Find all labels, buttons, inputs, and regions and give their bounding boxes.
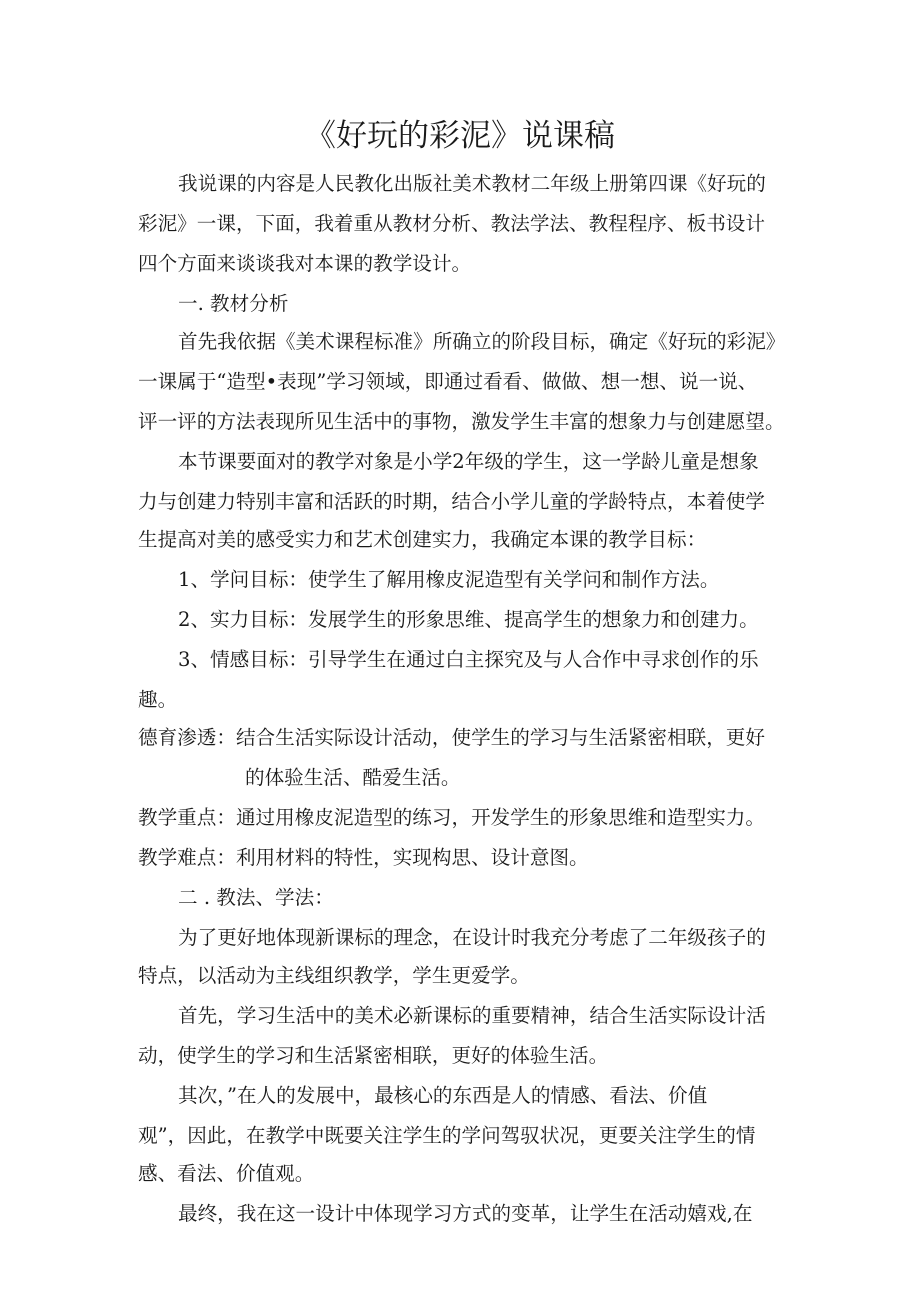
section-heading: 二 . 教法、学法： (178, 886, 334, 909)
goal-item: 3、情感目标：引导学生在通过白主探究及与人合作中寻求创作的乐 (178, 648, 759, 671)
text-line: 首先我依据《美术课程标准》所确立的阶段目标，确定《好玩的彩泥》 (178, 330, 786, 353)
text-line: 我说课的内容是人民教化出版社美术教材二年级上册第四课《好玩的 (178, 172, 766, 195)
text-line: 教学难点：利用材料的特性，实现构思、设计意图。 (138, 846, 589, 869)
text-line: 感、看法、价值观。 (138, 1162, 315, 1185)
text-line: 一课属于“造型•表现”学习领域，即通过看看、做做、想一想、说一说、 (138, 370, 758, 393)
text-line: 特点，以活动为主线组织教学，学生更爱学。 (138, 964, 530, 987)
text-line: 评一评的方法表现所见生活中的事物，激发学生丰富的想象力与创建愿望。 (138, 410, 785, 433)
text-line: 彩泥》一课，下面，我着重从教材分析、教法学法、教程程序、板书设计 (138, 212, 765, 235)
text-line: 的体验生活、酷爱生活。 (245, 766, 461, 789)
text-line: 力与创建力特别丰富和活跃的时期，结合小学儿童的学龄特点，本着使学 (138, 490, 765, 513)
document-title: 《好玩的彩泥》说课稿 (305, 118, 615, 154)
text-line: 动，使学生的学习和生活紧密相联，更好的体验生活。 (138, 1044, 609, 1067)
text-line: 趣。 (138, 688, 178, 711)
goal-item: 1、学问目标：使学生了解用橡皮泥造型有关学问和制作方法。 (178, 568, 720, 591)
text-line: 首先，学习生活中的美术必新课标的重要精神，结合生活实际设计活 (178, 1004, 766, 1027)
text-line: 其次，”在人的发展中，最核心的东西是人的情感、看法、价值 (178, 1084, 708, 1107)
goal-item: 2、实力目标：发展学生的形象思维、提高学生的想象力和创建力。 (178, 608, 759, 631)
text-line: 为了更好地体现新课标的理念，在设计时我充分考虑了二年级孩子的 (178, 926, 766, 949)
text-line: 德育渗透：结合生活实际设计活动，使学生的学习与生活紧密相联，更好 (138, 726, 765, 749)
text-line: 本节课要面对的教学对象是小学2年级的学生，这一学龄儿童是想象 (178, 450, 759, 473)
text-line: 生提高对美的感受实力和艺术创建实力，我确定本课的教学目标： (138, 528, 707, 551)
text-line: 四个方面来谈谈我对本课的教学设计。 (138, 252, 472, 275)
section-heading: 一. 教材分析 (178, 292, 289, 315)
text-line: 最终，我在这一设计中体现学习方式的变革，让学生在活动嬉戏,在 (178, 1202, 753, 1225)
text-line: 观”，因此，在教学中既要关注学生的学问驾驭状况，更要关注学生的情 (138, 1124, 756, 1147)
text-line: 教学重点：通过用橡皮泥造型的练习，开发学生的形象思维和造型实力。 (138, 806, 765, 829)
